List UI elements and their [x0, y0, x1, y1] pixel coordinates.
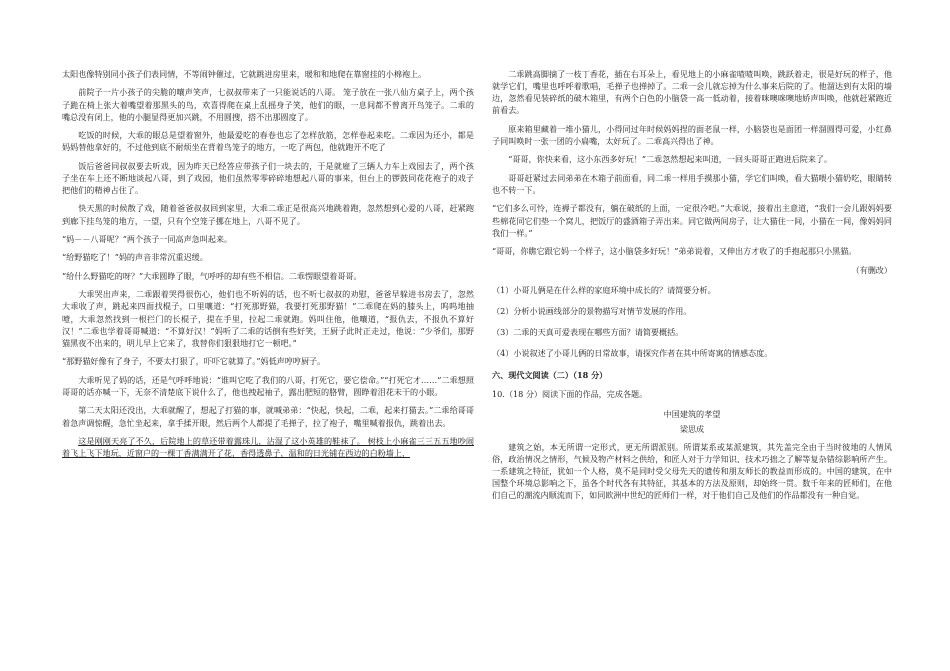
- essay-title: 中国建筑的孝望: [663, 408, 721, 419]
- dialogue-line: “给什么野猫吃的呀？”大乖圆睁了眼，气呼呼的却有些不相信。二乖愣眼望着哥哥。: [62, 270, 362, 281]
- story-paragraph: 饭后爸爸同叔叔要去听戏，因为昨天已经答应带孩子们一块去的，于是就雇了三辆人力车上戏园去了，两个孩子坐在车上还不断地谈起八哥，到了戏园，他们虽然零零碎碎地想起八哥的事来，但台上的锣鼓同花花袍子的戏子把他们的精神占住了。: [62, 160, 474, 196]
- question-item: （1）小哥儿俩是在什么样的家庭环境中成长的？请简要分析。: [492, 284, 716, 295]
- dialogue-line: “妈－－八哥呢？”两个孩子一同高声急叫起来。: [62, 234, 233, 245]
- dialogue-line: “那野猫好像有了身子，不要太打狠了，吓吓它就算了。”妈低声哼哼厨子。: [62, 356, 326, 367]
- story-paragraph: 二乖跳高脚摘了一枝丁香花，插在右耳朵上，看见地上的小麻雀喳喳叫唤，跳跃着走，很是好玩的样子，他就学它们，嘴里也呼呼着歌唱，毛掸子也掸掉了。二乖一会儿就忘掉为什么事来后院的了。他溜达到有太阳的墙边，忽然看见装碎纸的破木箱里，有两个白色的小脑袋一高一低动着，接着咪噢咪噢地娇声叫唤，他就赶紧跑近前看去。: [492, 69, 892, 116]
- story-paragraph: 原来箱里藏着一堆小猫儿，小得同过年时候妈妈捏的面老鼠一样，小脑袋也是面团一样溜圆得可爱，小红鼻子同叫唤时一张一团的小扁嘴，太好玩了。二乖高兴得出了神。: [492, 123, 892, 146]
- essay-paragraph: 建筑之始，本无所谓一定形式，更无所谓派别。所谓某系或某派建筑，其先盖完全由于当时彼地的人情风俗，政治情况之情形，气候及物产材料之供给，和匠人对于力学知识、技术巧拙之了解等复杂错综影响所产生。一系建筑之特征，犹如一个人格，莫不是同时受父母先天的遗传和朋友师长的教益而形成的。中国的建筑，在中国整个环境总影响之下，虽各个时代各有其特征，其基本的方法及原则，却始终一贯。数千年来的匠师们，在他们自己的潮流内顺流而下，如同欧洲中世纪的匠师们一样，对于他们自己及他们的作品都没有一种自觉。: [492, 441, 892, 501]
- question-item: （3）二乖的天真可爱表现在哪些方面？请简要概括。: [492, 327, 684, 338]
- dialogue-line: “哥哥，你瞧它跟它妈一个样子，这小脑袋多好玩！”弟弟说着，又伸出方才收了的手抱起那只小黑猫。: [492, 246, 857, 257]
- story-paragraph: 第二天太阳还没出，大乖就醒了，想起了打猫的事，就喊弟弟：“快起，快起，二乖，起来打猫去。”二乖给哥哥着急声调惊醒，急忙坐起来，拿手揉开眼，然后两个人都提了毛掸子，拉了袍子，嘴里喊着报仇，跳着出去。: [62, 405, 474, 428]
- story-paragraph: 快天黑的时候散了戏，随着爸爸叔叔回到家里，大乖二乖正是很高兴地跳着跑，忽然想到心爱的八哥，赶紧跑到廊下挂鸟笼的地方，一望，只有个空笼子挪在地上，八哥不见了。: [62, 203, 474, 226]
- story-paragraph: 大乖听见了妈的话，还是气呼呼地说：“谁叫它吃了我们的八哥，打死它，要它偿命。”“打死它才……”二乖想照哥哥的话亦喊一下，无奈不清楚底下说什么了，他也拽起袖子，露出肥短的胳臂，圆睁着泪花未干的小眼。: [62, 374, 474, 397]
- right-column: [492, 68, 892, 508]
- essay-author: 梁思成: [679, 423, 705, 434]
- left-column: [62, 68, 474, 466]
- story-paragraph: 大乖哭出声来，二乖跟着哭得很伤心，他们也不听妈的话，也不听七叔叔的劝慰，爸爸早躲进书房去了，忽然大乖收了声，跳起来四面找棍子，口里嚷道：“打死那野猫，我要打死那野猫！”二乖爬在妈的膝头上，呜呜地抽噎，大乖忽然找到一根拦门的长棍子，提在手里，拉起二乖就跑。妈叫住他，他嚷道，“报仇去，不报仇不算好汉！”二乖也学着哥哥喊道：“不算好汉！”妈听了二乖的话倒有些好笑，王厨子此时正走过，他说：“少爷们，那野猫黑夜不出来的，明儿早上它来了，我替你们狠狠地打它一顿吧。”: [62, 289, 474, 348]
- story-paragraph: 太阳也像特别同小孩子们表同情，不等闹钟催过，它就跳进房里来，暖和和地爬在靠窗挂的小棉袍上。: [62, 69, 427, 79]
- dialogue-line: “给野猫吃了！”妈的声音非常沉重迟缓。: [62, 252, 208, 263]
- question-item: （4）小说叙述了小哥儿俩的日常故事，请探究作者在其中所寄寓的情感态度。: [492, 348, 773, 359]
- dialogue-line: “哥哥，你快来看，这小东西多好玩！”二乖忽然想起来叫道，一回头哥哥正跑进后院来了。: [508, 154, 833, 165]
- question-head: 10.（18 分）阅读下面的作品，完成各题。: [492, 389, 648, 400]
- underlined-passage: 这是刚刚天亮了不久，后院地上的草还带着露珠儿，沾湿了这小英雄的鞋袜了。 树枝上小麻雀三三五五地吵闹着飞上飞下地玩，近窗户的一棵丁香满满开了花，香得透鼻子，温和的日光铺在西边的白粉墙上，: [62, 435, 474, 459]
- section-title: 六、现代文阅读（二）（18 分）: [492, 370, 608, 381]
- dialogue-line: “它们多么可怜，连褥子都没有，躺在破纸的上面，一定很冷吧。”大乖说，接着出主意道，“我们一会儿跟妈妈要些棉花同它们垫一个窝儿，把饭厅的盛酒箱子弄出来。同它做两间房子，让大猫住一间，小猫在一间，像妈妈同我们一样。”: [492, 203, 892, 238]
- edit-note: （有删改）: [851, 264, 892, 275]
- story-paragraph: 前院子一片小孩子的尖脆的嚷声笑声，七叔叔带来了一只能说话的八哥。 笼子放在一张八仙方桌子上，两个孩子跪在椅上张大着嘴望着那黑头的鸟，欢喜得爬在桌上乱摇身子笑，他们的眼，一息间都不曾离开鸟笼子。二乖的嘴总没有闭上，他的小腿显得更加兴跳，不用圆搜，搭不出那圆度了。: [62, 87, 474, 122]
- question-item: （2）分析小说画线部分的景物描写对情节发展的作用。: [492, 305, 692, 316]
- story-paragraph: 哥哥赶紧过去同弟弟在木箱子前面看，同二乖一样用手摸那小猫，学它们叫唤，看大猫喂小猫奶吃，眼睛转也不转一下。: [492, 172, 892, 196]
- story-paragraph: 吃饭的时候，大乖的眼总是望着窗外，他最爱吃的春卷也忘了怎样放筋，怎样卷起来吃。二乖因为还小，都是妈妈替他拿好的，不过他到底不耐烦坐在背着鸟笼子的地方，一吃了两包，他就跑开不吃了: [62, 130, 474, 153]
